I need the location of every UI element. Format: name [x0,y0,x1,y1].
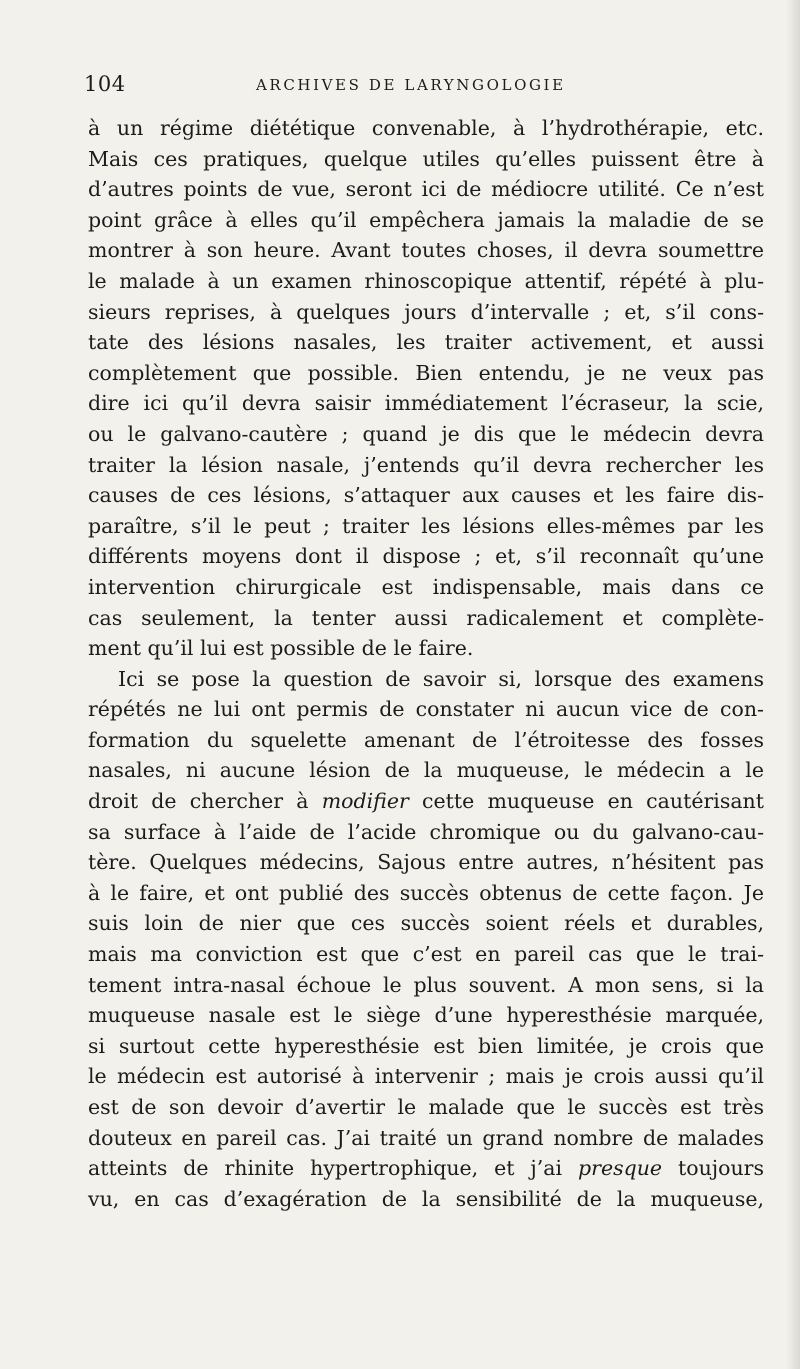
text-line: point grâce à elles qu’il empêchera jamais la maladie de se [88,207,764,232]
text-line: le malade à un examen rhinoscopique attentif, répété à plu- [88,268,764,293]
text-line: nasales, ni aucune lésion de la muqueuse, le médecin a le [88,758,764,783]
text-line: paraître, s’il le peut ; traiter les lésions elles-mêmes par les [88,513,764,538]
text-line: à un régime diététique convenable, à l’hydrothérapie, etc. [88,116,764,140]
text-line: formation du squelette amenant de l’étroitesse des fosses [88,727,764,752]
text-line: vu, en cas d’exagération de la sensibilité de la muqueuse, [88,1186,764,1211]
text-line: sa surface à l’aide de l’acide chromique ou du galvano-cau- [88,819,764,844]
text-line: tement intra-nasal échoue le plus souvent. A mon sens, si la [88,972,764,997]
text-line: tate des lésions nasales, les traiter activement, et aussi [88,330,764,355]
text-line: est de son devoir d’avertir le malade que le succès est très [88,1095,764,1119]
text-line: causes de ces lésions, s’attaquer aux causes et les faire dis- [88,483,764,508]
text-line: suis loin de nier que ces succès soient réels et durables, [88,911,764,936]
page-number: 104 [84,72,126,96]
body-text [88,113,764,1214]
text-line-with-italic: droit de chercher à modifier cette muqueuse en cautérisant [88,789,764,814]
text-line: à le faire, et ont publié des succès obtenus de cette façon. Je [88,880,764,905]
text-line: répétés ne lui ont permis de constater ni aucun vice de con- [88,697,764,722]
text-line: Mais ces pratiques, quelque utiles qu’elles puissent être à [88,146,764,171]
text-line: mais ma conviction est que c’est en pareil cas que le trai- [88,942,764,967]
text-line: douteux en pareil cas. J’ai traité un grand nombre de malades [88,1125,764,1150]
text-line: d’autres points de vue, seront ici de médiocre utilité. Ce n’est [88,177,764,202]
text-line: traiter la lésion nasale, j’entends qu’il devra rechercher les [88,452,764,477]
text-line: différents moyens dont il dispose ; et, s’il reconnaît qu’une [88,544,764,569]
text-line: cas seulement, la tenter aussi radicalement et complète- [88,605,764,630]
text-line: complètement que possible. Bien entendu, je ne veux pas [88,360,764,385]
text-line: le médecin est autorisé à intervenir ; mais je crois aussi qu’il [88,1064,764,1089]
text-line: intervention chirurgicale est indispensable, mais dans ce [88,574,764,599]
page-edge-shadow [786,0,800,1369]
text-line-paragraph-end: ment qu’il lui est possible de le faire. [88,636,474,661]
running-title: ARCHIVES DE LARYNGOLOGIE [256,76,566,94]
text-line: si surtout cette hyperesthésie est bien limitée, je crois que [88,1033,764,1058]
text-line: muqueuse nasale est le siège d’une hyperesthésie marquée, [88,1003,764,1028]
text-line: ou le galvano-cautère ; quand je dis que le médecin devra [88,421,764,446]
text-line-with-italic: atteints de rhinite hypertrophique, et j’ai presque toujours [88,1156,765,1181]
text-line: dire ici qu’il devra saisir immédiatement l’écraseur, la scie, [88,391,764,416]
text-line: tère. Quelques médecins, Sajous entre autres, n’hésitent pas [88,850,764,875]
text-line: montrer à son heure. Avant toutes choses, il devra soumettre [88,238,764,263]
text-line: sieurs reprises, à quelques jours d’intervalle ; et, s’il cons- [88,299,764,324]
text-line-paragraph-start: Ici se pose la question de savoir si, lorsque des examens [118,666,764,691]
page-header [84,68,764,104]
